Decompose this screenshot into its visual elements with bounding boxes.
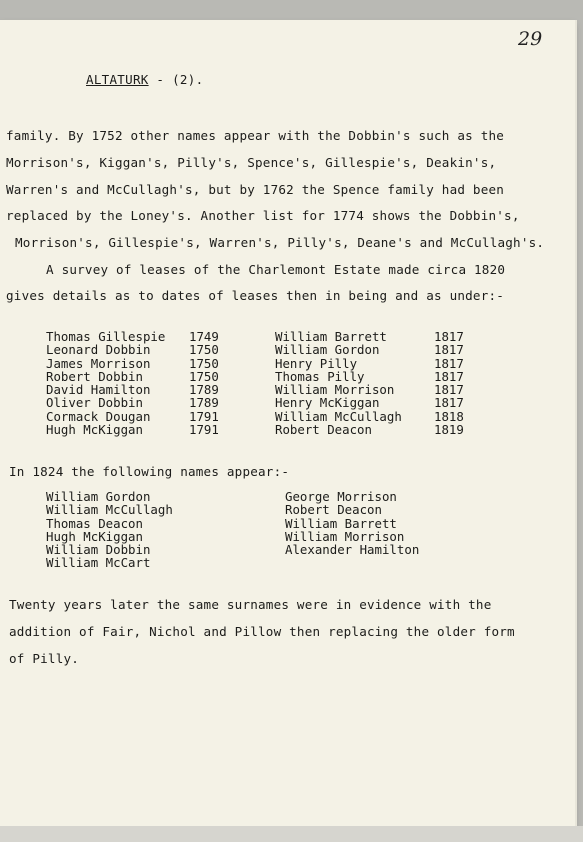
name-1824: William McCullagh bbox=[46, 502, 173, 518]
para1-line: Morrison's, Kiggan's, Pilly's, Spence's, Gillespie's, Deakin's, bbox=[6, 155, 497, 170]
name-row bbox=[46, 528, 405, 544]
lease-name: Robert Deacon bbox=[275, 422, 372, 438]
name-row bbox=[46, 489, 397, 504]
lease-row bbox=[46, 355, 464, 371]
lease-name: Cormack Dougan bbox=[46, 408, 151, 424]
lease-row bbox=[46, 382, 464, 398]
lease-year: 1750 bbox=[189, 342, 219, 358]
para1-line: Warren's and McCullagh's, but by 1762 the Spence family had been bbox=[6, 182, 505, 197]
lease-year: 1817 bbox=[434, 382, 464, 398]
name-row bbox=[46, 542, 420, 558]
name-1824: George Morrison bbox=[285, 489, 397, 504]
lease-year: 1817 bbox=[434, 329, 464, 344]
lease-name: Hugh McKiggan bbox=[46, 422, 143, 438]
para1-line: replaced by the Loney's. Another list for 1774 shows the Dobbin's, bbox=[6, 208, 520, 223]
lease-year: 1750 bbox=[189, 368, 219, 384]
lease-name: Thomas Gillespie bbox=[46, 329, 166, 344]
lease-year: 1817 bbox=[434, 342, 464, 358]
lease-name: Oliver Dobbin bbox=[46, 395, 143, 411]
lease-year: 1817 bbox=[434, 395, 464, 411]
para3-line: Twenty years later the same surnames were in evidence with the bbox=[9, 597, 492, 612]
leases-table bbox=[46, 329, 464, 438]
intro-1824: In 1824 the following names appear:- bbox=[9, 464, 290, 479]
para1-line: Morrison's, Gillespie's, Warren's, Pilly's, Deane's and McCullagh's. bbox=[15, 235, 545, 250]
lease-name: William Morrison bbox=[275, 382, 395, 398]
lease-year: 1817 bbox=[434, 355, 464, 371]
title-main: ALTATURK bbox=[86, 72, 149, 87]
para1-line: family. By 1752 other names appear with the Dobbin's such as the bbox=[6, 128, 505, 143]
lease-name: David Hamilton bbox=[46, 382, 151, 398]
name-row bbox=[46, 502, 382, 518]
name-1824: William Morrison bbox=[285, 528, 405, 544]
lease-row bbox=[46, 422, 464, 438]
lease-name: William Barrett bbox=[275, 329, 387, 344]
lease-row bbox=[46, 329, 464, 344]
lease-name: Leonard Dobbin bbox=[46, 342, 151, 358]
name-1824: William McCart bbox=[46, 555, 151, 571]
lease-row bbox=[46, 342, 464, 358]
lease-year: 1791 bbox=[189, 422, 219, 438]
name-1824: Alexander Hamilton bbox=[285, 542, 420, 558]
para3-line: of Pilly. bbox=[9, 651, 80, 666]
page-title bbox=[86, 72, 203, 87]
name-1824: William Gordon bbox=[46, 489, 151, 504]
name-1824: William Dobbin bbox=[46, 542, 151, 558]
para2-line: gives details as to dates of leases then in being and as under:- bbox=[6, 288, 505, 303]
lease-year: 1789 bbox=[189, 382, 219, 398]
name-row bbox=[46, 555, 151, 571]
page-number: 29 bbox=[518, 28, 543, 50]
lease-row bbox=[46, 408, 464, 424]
lease-name: Henry Pilly bbox=[275, 355, 358, 371]
lease-year: 1750 bbox=[189, 355, 219, 371]
background-strip bbox=[0, 826, 583, 842]
lease-year: 1791 bbox=[189, 408, 219, 424]
lease-name: Robert Dobbin bbox=[46, 368, 143, 384]
lease-row bbox=[46, 368, 464, 384]
lease-name: William McCullagh bbox=[275, 408, 402, 424]
lease-year: 1818 bbox=[434, 408, 464, 424]
para2-line: A survey of leases of the Charlemont Estate made circa 1820 bbox=[46, 262, 506, 277]
para3-line: addition of Fair, Nichol and Pillow then replacing the older form bbox=[9, 624, 515, 639]
name-1824: Thomas Deacon bbox=[46, 515, 143, 531]
title-rest: - (2). bbox=[148, 72, 204, 87]
lease-year: 1819 bbox=[434, 422, 464, 438]
lease-name: Henry McKiggan bbox=[275, 395, 380, 411]
name-row bbox=[46, 515, 397, 531]
lease-name: Thomas Pilly bbox=[275, 368, 365, 384]
name-1824: Robert Deacon bbox=[285, 502, 382, 518]
names-1824-table bbox=[46, 489, 420, 571]
name-1824: Hugh McKiggan bbox=[46, 528, 143, 544]
lease-name: James Morrison bbox=[46, 355, 151, 371]
lease-year: 1749 bbox=[189, 329, 219, 344]
lease-year: 1817 bbox=[434, 368, 464, 384]
lease-year: 1789 bbox=[189, 395, 219, 411]
lease-name: William Gordon bbox=[275, 342, 380, 358]
lease-row bbox=[46, 395, 464, 411]
name-1824: William Barrett bbox=[285, 515, 397, 531]
